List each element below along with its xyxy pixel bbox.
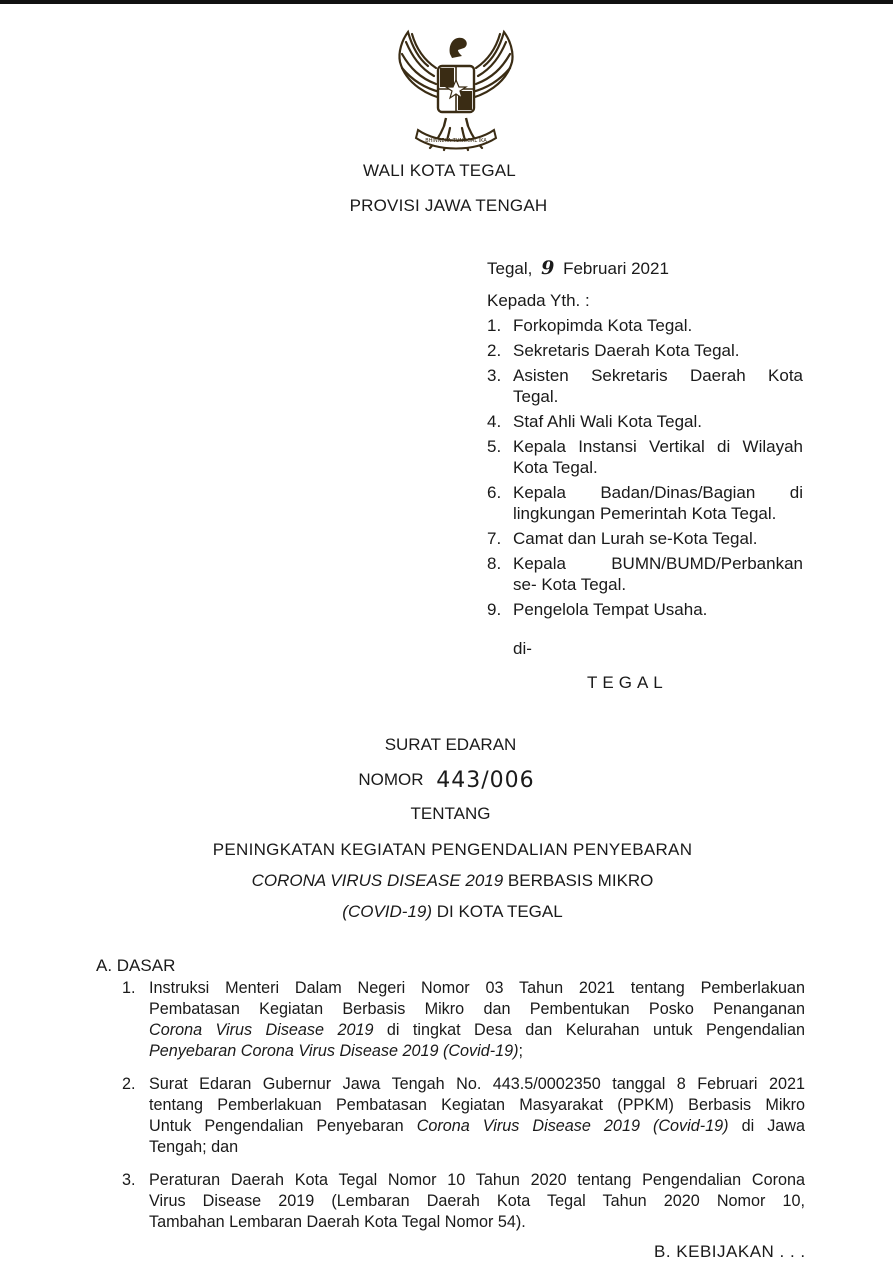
list-item: 3. Asisten Sekretaris Daerah Kota Tegal.	[487, 366, 803, 406]
address-place: TEGAL	[587, 673, 668, 692]
subject-line-1: PENINGKATAN KEGIATAN PENGENDALIAN PENYEBARAN	[212, 840, 693, 859]
list-item: 2. Surat Edaran Gubernur Jawa Tengah No. 443.5/0002350 tanggal 8 Februari 2021 tentang Pemberlakuan Pembatasan Kegiatan Masyarakat (PPKM) Berbasis Mikro Untuk Pengendalian Penyebaran Corona Virus Disease 2019 (Covid-19) di Jawa Tengah; dan	[122, 1075, 805, 1156]
list-item: 1. Forkopimda Kota Tegal.	[487, 316, 693, 335]
tentang-heading: TENTANG	[410, 804, 491, 823]
document-number	[0, 768, 893, 793]
issuer-province: PROVISI JAWA TENGAH	[349, 196, 548, 215]
garuda-emblem	[388, 22, 524, 158]
list-item: 7. Camat dan Lurah se-Kota Tegal.	[487, 529, 758, 548]
issuer-title: WALI KOTA TEGAL	[363, 161, 516, 180]
nomor-label: NOMOR	[358, 770, 424, 789]
dasar-list	[122, 978, 805, 1245]
date-month-year: Februari 2021	[563, 259, 669, 278]
letter-date	[487, 257, 669, 279]
list-item: 1. Instruksi Menteri Dalam Negeri Nomor 03 Tahun 2021 tentang Pemberlakuan Pembatasan Kegiatan Berbasis Mikro dan Pembentukan Posko Penanganan Corona Virus Disease 2019 di tingkat Desa dan Kelurahan untuk Pengendalian Penyebaran Corona Virus Disease 2019 (Covid-19);	[122, 979, 805, 1060]
list-item: 8. Kepala BUMN/BUMD/Perbankan se- Kota Tegal.	[487, 554, 803, 594]
recipient-list	[487, 315, 803, 624]
section-heading-dasar: A. DASAR	[96, 956, 176, 975]
date-place: Tegal,	[487, 259, 533, 278]
next-page-indicator: B. KEBIJAKAN . . .	[654, 1242, 806, 1261]
subject-line-2: CORONA VIRUS DISEASE 2019 BERBASIS MIKRO	[251, 871, 654, 890]
emblem-motto: BHINNEKA TUNGGAL IKA	[425, 138, 487, 144]
subject-line-3: (COVID-19) DI KOTA TEGAL	[342, 902, 563, 921]
salutation: Kepada Yth. :	[487, 291, 590, 310]
list-item: 4. Staf Ahli Wali Kota Tegal.	[487, 412, 702, 431]
date-day-handwritten: 9	[541, 257, 555, 279]
top-border	[0, 0, 893, 4]
list-item: 3. Peraturan Daerah Kota Tegal Nomor 10 Tahun 2020 tentang Pengendalian Corona Virus Disease 2019 (Lembaran Daerah Kota Tegal Tahun 2020 Nomor 10, Tambahan Lembaran Daerah Kota Tegal Nomor 54).	[122, 1171, 805, 1231]
nomor-value-handwritten: 443/006	[436, 768, 535, 793]
list-item: 6. Kepala Badan/Dinas/Bagian di lingkungan Pemerintah Kota Tegal.	[487, 483, 803, 523]
address-di: di-	[513, 639, 532, 658]
document-type: SURAT EDARAN	[384, 735, 517, 754]
list-item: 9. Pengelola Tempat Usaha.	[487, 600, 708, 619]
list-item: 2. Sekretaris Daerah Kota Tegal.	[487, 341, 740, 360]
list-item: 5. Kepala Instansi Vertikal di Wilayah Kota Tegal.	[487, 437, 803, 477]
